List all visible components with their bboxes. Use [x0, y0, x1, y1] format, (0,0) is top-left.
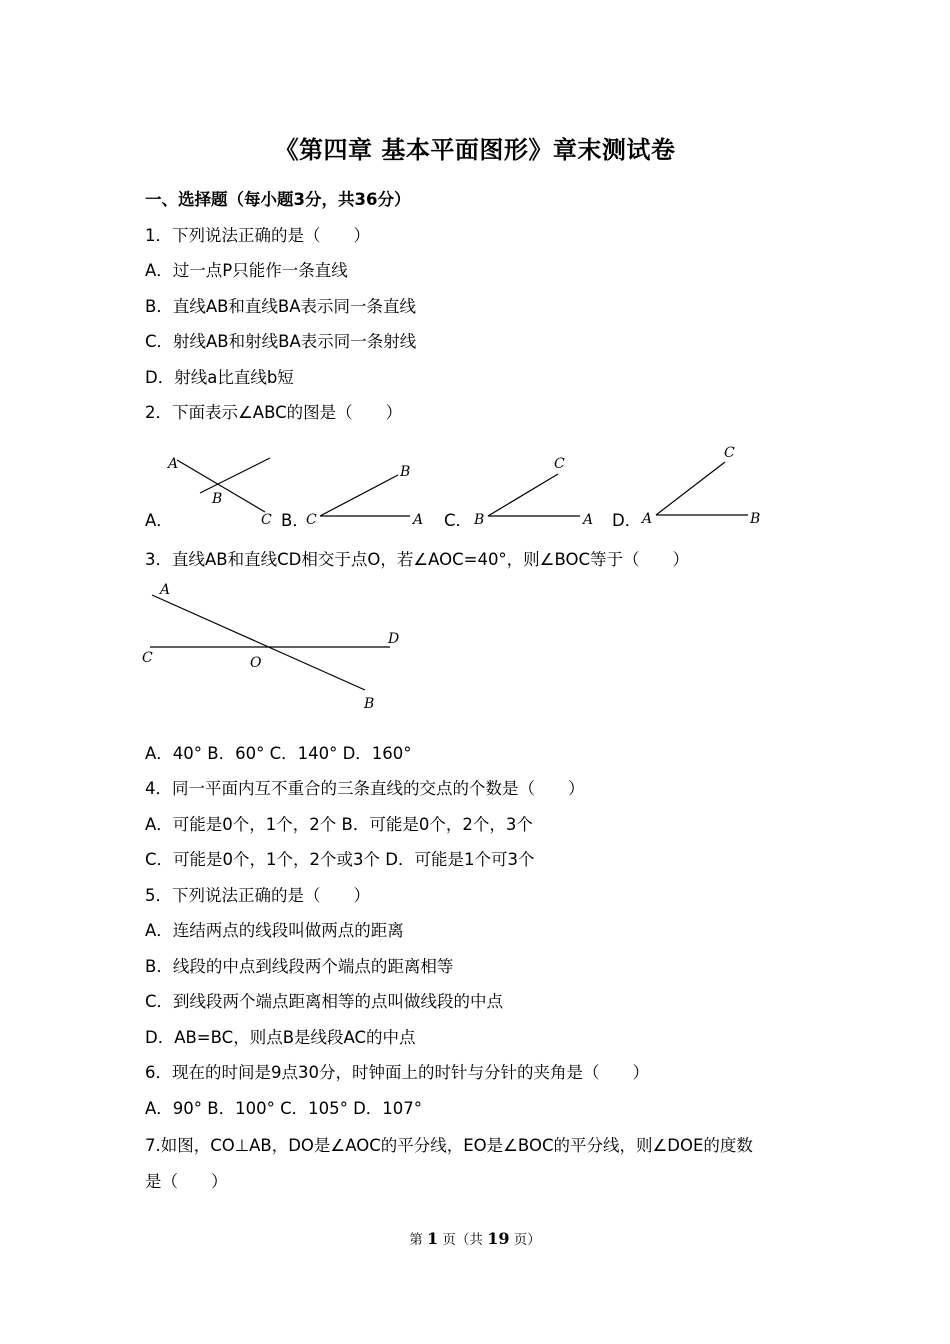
q2-fig-c-point-a: A	[583, 512, 594, 528]
q3-fig-point-o: O	[250, 655, 262, 671]
q2-figure-a	[160, 448, 285, 534]
q2-stem: 2．下面表示∠ABC的图是（ ）	[145, 403, 403, 422]
q2-figure-c	[470, 452, 600, 534]
q5-option-b: B．线段的中点到线段两个端点的距离相等	[145, 957, 454, 976]
footer-page-number: 1	[427, 1229, 439, 1248]
q7-stem-line1: 7.如图，CO⊥AB，DO是∠AOC的平分线，EO是∠BOC的平分线，则∠DOE的度数	[145, 1136, 753, 1155]
q2-fig-b-point-c: C	[306, 512, 317, 528]
q5-option-d: D．AB=BC，则点B是线段AC的中点	[145, 1028, 416, 1047]
q1-option-b: B．直线AB和直线BA表示同一条直线	[145, 297, 417, 316]
q2-option-d-label: D．	[612, 511, 642, 530]
q4-stem: 4．同一平面内互不重合的三条直线的交点的个数是（ ）	[145, 779, 585, 798]
q2-fig-b-point-a: A	[413, 512, 424, 528]
q2-fig-a-point-c: C	[261, 512, 272, 528]
footer-prefix: 第	[409, 1232, 427, 1248]
q2-fig-c-point-c: C	[554, 456, 565, 472]
q1-option-d: D．射线a比直线b短	[145, 368, 294, 387]
q2-fig-d-point-a: A	[642, 511, 653, 527]
q1-option-a: A．过一点P只能作一条直线	[145, 261, 348, 280]
q2-fig-c-point-b: B	[474, 512, 485, 528]
q6-options: A．90° B．100° C．105° D．107°	[145, 1099, 423, 1118]
q6-stem: 6．现在的时间是9点30分，时钟面上的时针与分针的夹角是（ ）	[145, 1063, 649, 1082]
q2-option-a-label: A．	[145, 511, 173, 530]
q4-options-ab: A．可能是0个，1个，2个 B．可能是0个，2个，3个	[145, 815, 533, 834]
footer-middle: 页（共	[438, 1232, 488, 1248]
q3-fig-point-d: D	[388, 631, 400, 647]
q2-figure-d	[638, 440, 773, 534]
q2-option-b-label: B．	[281, 511, 309, 530]
q2-fig-a-point-a: A	[168, 456, 179, 472]
q3-figure	[140, 580, 410, 719]
section-heading: 一、选择题（每小题3分，共36分）	[145, 190, 411, 209]
q5-option-c: C．到线段两个端点距离相等的点叫做线段的中点	[145, 992, 504, 1011]
q3-stem: 3．直线AB和直线CD相交于点O，若∠AOC=40°，则∠BOC等于（ ）	[145, 550, 690, 569]
q7-stem-line2: 是（ ）	[145, 1172, 228, 1191]
q1-stem: 1．下列说法正确的是（ ）	[145, 226, 370, 245]
q2-figure-b	[302, 458, 432, 534]
footer-total-pages: 19	[487, 1229, 510, 1248]
q1-option-c: C．射线AB和射线BA表示同一条射线	[145, 332, 417, 351]
q3-fig-point-b: B	[364, 696, 375, 712]
q2-fig-d-point-b: B	[750, 511, 761, 527]
q3-fig-point-c: C	[142, 650, 153, 666]
q5-stem: 5．下列说法正确的是（ ）	[145, 886, 370, 905]
q2-fig-a-point-b: B	[212, 491, 223, 507]
q3-options: A．40° B．60° C．140° D．160°	[145, 744, 412, 763]
q2-option-c-label: C．	[444, 511, 473, 530]
q3-fig-point-a: A	[160, 582, 171, 598]
page-title: 《第四章 基本平面图形》章末测试卷	[274, 136, 676, 164]
page-footer	[0, 1228, 950, 1248]
q2-fig-d-point-c: C	[724, 445, 735, 461]
q4-options-cd: C．可能是0个，1个，2个或3个 D．可能是1个可3个	[145, 850, 535, 869]
q2-fig-b-point-b: B	[400, 464, 411, 480]
q5-option-a: A．连结两点的线段叫做两点的距离	[145, 921, 404, 940]
footer-suffix: 页）	[509, 1232, 541, 1248]
